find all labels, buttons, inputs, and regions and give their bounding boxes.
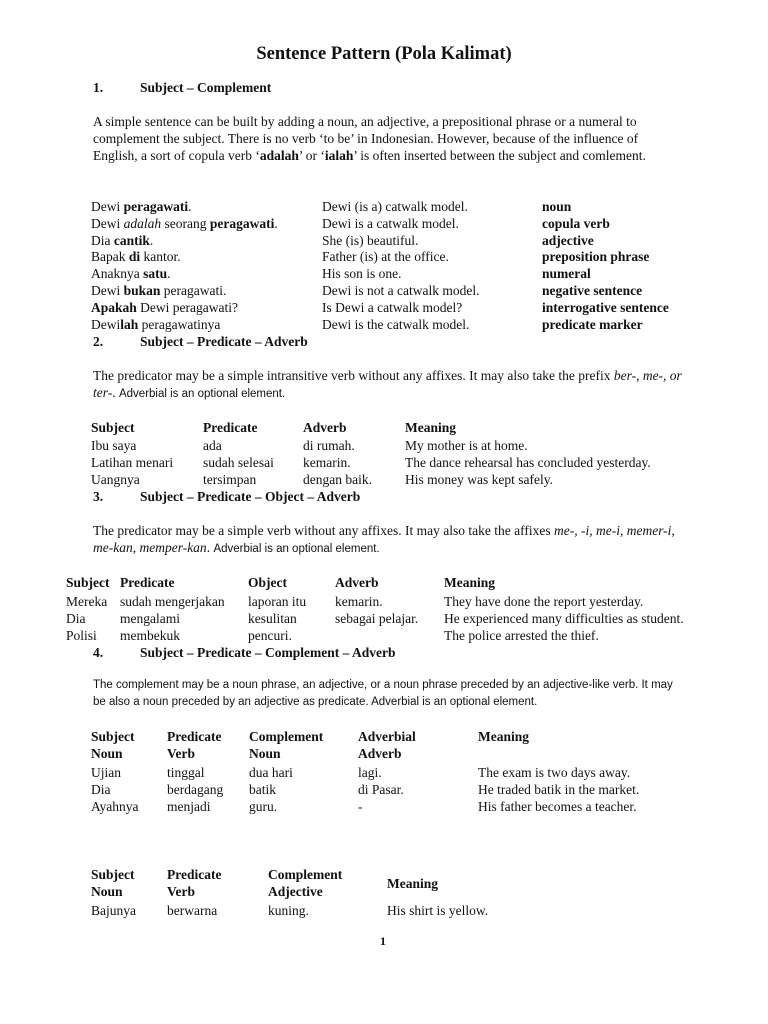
indonesian-sentence	[91, 265, 171, 282]
column-header: Meaning	[405, 420, 457, 435]
column-header: Subject	[91, 867, 135, 882]
text-run: Dia	[91, 232, 114, 248]
column-header: Object	[248, 575, 287, 590]
column-header: Subject	[91, 729, 135, 744]
text-run: peragawati	[209, 215, 275, 231]
text-run: Dewi	[91, 283, 124, 298]
table-cell: mengalami	[120, 610, 180, 626]
table-cell: The exam is two days away.	[478, 765, 631, 780]
english-translation: Dewi (is a) catwalk model.	[322, 199, 468, 214]
section-4-paragraph: The complement may be a noun phrase, an adjective, or a noun phrase preceded by an adjective-like verb. It may be also a noun preceded by an adjective as predicate. Adverbial is an optional element.	[93, 679, 673, 708]
text-run: .	[149, 232, 154, 248]
table-cell: His shirt is yellow.	[387, 903, 489, 918]
section-1-paragraph	[93, 113, 683, 164]
column-subheader: Noun	[91, 884, 123, 899]
section-4-heading: Subject – Predicate – Complement – Adverb	[140, 645, 396, 660]
column-subheader: Adverb	[358, 746, 402, 761]
column-header: Meaning	[478, 729, 530, 744]
table-cell: His father becomes a teacher.	[478, 799, 637, 814]
page-number: 1	[380, 934, 386, 948]
section-2-number: 2.	[93, 334, 104, 349]
indonesian-sentence	[91, 232, 153, 249]
column-header: Predicate	[120, 575, 175, 590]
text-run: seorang	[161, 215, 210, 231]
column-subheader: Adjective	[268, 884, 323, 899]
table-cell: sudah selesai	[203, 455, 274, 470]
column-subheader: Noun	[91, 746, 123, 761]
table-cell: kemarin.	[303, 455, 351, 470]
table-cell: They have done the report yesterday.	[444, 594, 644, 609]
text-run: .	[112, 385, 119, 400]
english-translation: Father (is) at the office.	[322, 249, 449, 265]
text-run: cantik	[113, 232, 150, 248]
table-cell: dengan baik.	[303, 472, 372, 487]
table-cell: di rumah.	[303, 438, 355, 453]
table-cell: ada	[203, 438, 222, 453]
table-cell: Ibu saya	[91, 438, 137, 453]
table-cell: kesulitan	[248, 610, 297, 626]
column-header: Adverbial	[358, 729, 416, 744]
section-1-heading: Subject – Complement	[140, 80, 272, 95]
text-run: ber-, me-, or ter-	[93, 368, 682, 400]
column-subheader: Verb	[167, 884, 196, 899]
column-header: Predicate	[203, 420, 258, 435]
text-run: me-, -i, me-i, memer-i, me-kan, memper-kan	[93, 523, 675, 555]
section-4-number: 4.	[93, 645, 104, 660]
text-run: .	[188, 199, 192, 214]
table-cell: pencuri.	[248, 627, 292, 643]
table-cell: Mereka	[66, 594, 108, 609]
table-cell: dua hari	[249, 765, 293, 780]
text-run: peragawati.	[160, 283, 227, 298]
column-header: Complement	[268, 867, 343, 882]
table-cell: Latihan menari	[91, 455, 174, 470]
table-cell: -	[358, 799, 363, 814]
text-run: Bapak	[91, 249, 129, 265]
table-cell: sudah mengerjakan	[120, 594, 225, 609]
table-cell: laporan itu	[248, 594, 307, 609]
table-cell: sebagai pelajar.	[335, 610, 419, 626]
table-cell: My mother is at home.	[405, 438, 528, 453]
section-2-heading: Subject – Predicate – Adverb	[140, 334, 308, 349]
table-cell: Ayahnya	[91, 799, 139, 814]
sentence-type: negative sentence	[542, 283, 643, 298]
table-cell: The dance rehearsal has concluded yesterday.	[405, 455, 651, 470]
table-cell: lagi.	[358, 765, 382, 780]
table-cell: He experienced many difficulties as student.	[444, 610, 684, 626]
section-3-paragraph	[93, 522, 683, 558]
text-run: adalah	[123, 215, 162, 231]
table-cell: Ujian	[91, 765, 121, 780]
column-header: Meaning	[387, 876, 439, 891]
text-run: Dewi	[91, 215, 124, 231]
sentence-type: copula verb	[542, 215, 610, 231]
section-2-paragraph	[93, 367, 683, 403]
table-cell: The police arrested the thief.	[444, 627, 599, 643]
column-header: Adverb	[303, 420, 347, 435]
table-cell: kemarin.	[335, 594, 383, 609]
text-run: The predicator may be a simple intransitive verb without any affixes. It may also take the prefix	[93, 368, 614, 383]
indonesian-sentence	[91, 299, 238, 316]
text-run: satu	[143, 266, 168, 282]
text-run: di	[128, 249, 141, 265]
sentence-type: preposition phrase	[542, 249, 650, 265]
text-run: Dewi peragawati?	[136, 299, 238, 315]
indonesian-sentence	[91, 215, 278, 232]
english-translation: Dewi is the catwalk model.	[322, 316, 470, 332]
table-cell: Polisi	[66, 627, 97, 643]
column-header: Meaning	[444, 575, 496, 590]
section-3-number: 3.	[93, 489, 104, 504]
english-translation: His son is one.	[322, 266, 402, 282]
text-run: Dewi	[91, 316, 121, 332]
text-run: bukan	[123, 283, 161, 298]
column-header: Predicate	[167, 729, 222, 744]
english-translation: Dewi is not a catwalk model.	[322, 283, 480, 298]
text-run: A simple sentence can be built by adding a noun, an adjective, a prepositional phrase or a numeral to complement the subject. There is no verb ‘to be’ in Indonesian. However, because of the influence of English, a sort of copula verb ‘	[93, 114, 639, 163]
section-1-number: 1.	[93, 80, 104, 95]
table-cell: He traded batik in the market.	[478, 782, 640, 797]
text-run: .	[206, 540, 214, 555]
column-header: Subject	[91, 420, 135, 435]
table-cell: Bajunya	[91, 903, 136, 918]
page-title: Sentence Pattern (Pola Kalimat)	[256, 44, 512, 64]
english-translation: She (is) beautiful.	[322, 232, 419, 248]
column-header: Predicate	[167, 867, 222, 882]
sentence-type: numeral	[542, 266, 591, 282]
table-cell: di Pasar.	[358, 782, 404, 797]
text-run: adalah	[259, 148, 299, 163]
column-header: Subject	[66, 575, 110, 590]
text-run: peragawati	[123, 199, 189, 214]
text-run: ’ or ‘	[298, 148, 325, 163]
text-run: peragawatinya	[138, 316, 221, 332]
table-cell: Dia	[66, 610, 86, 626]
text-run: .	[167, 266, 171, 282]
english-translation: Dewi is a catwalk model.	[322, 215, 459, 231]
text-run: Anaknya	[91, 266, 144, 282]
table-cell: Uangnya	[91, 472, 140, 487]
column-header: Adverb	[335, 575, 379, 590]
sentence-type: adjective	[542, 232, 594, 248]
column-subheader: Verb	[167, 746, 196, 761]
text-run: kantor.	[140, 249, 181, 265]
indonesian-sentence	[91, 198, 192, 215]
text-run: lah	[120, 316, 139, 332]
column-subheader: Noun	[249, 746, 281, 761]
text-run: ’ is often inserted between the subject and comlement.	[353, 148, 646, 163]
table-cell: guru.	[249, 799, 278, 814]
indonesian-sentence	[91, 316, 220, 333]
table-cell: batik	[249, 782, 276, 797]
indonesian-sentence	[91, 248, 181, 265]
table-cell: menjadi	[167, 799, 211, 814]
text-run: ialah	[324, 148, 354, 163]
text-run: Dewi	[91, 199, 124, 214]
english-translation: Is Dewi a catwalk model?	[322, 299, 463, 315]
section-3-heading: Subject – Predicate – Object – Adverb	[140, 489, 361, 504]
text-run: .	[274, 215, 278, 231]
sentence-type: predicate marker	[542, 316, 643, 332]
text-run: Adverbial is an optional element.	[118, 388, 286, 400]
table-cell: kuning.	[268, 903, 309, 918]
table-cell: His money was kept safely.	[405, 472, 553, 487]
text-run: The predicator may be a simple verb without any affixes. It may also take the affixes	[93, 523, 554, 538]
table-cell: tinggal	[167, 765, 205, 780]
table-cell: berwarna	[167, 903, 218, 918]
table-cell: membekuk	[120, 627, 180, 643]
table-cell: Dia	[91, 782, 111, 797]
sentence-type: interrogative sentence	[542, 299, 669, 315]
text-run: Adverbial is an optional element.	[213, 543, 380, 555]
text-run: Apakah	[91, 299, 137, 315]
sentence-type: noun	[542, 199, 572, 214]
table-cell: tersimpan	[203, 472, 257, 487]
column-header: Complement	[249, 729, 324, 744]
table-cell: berdagang	[167, 782, 224, 797]
indonesian-sentence	[91, 282, 226, 299]
